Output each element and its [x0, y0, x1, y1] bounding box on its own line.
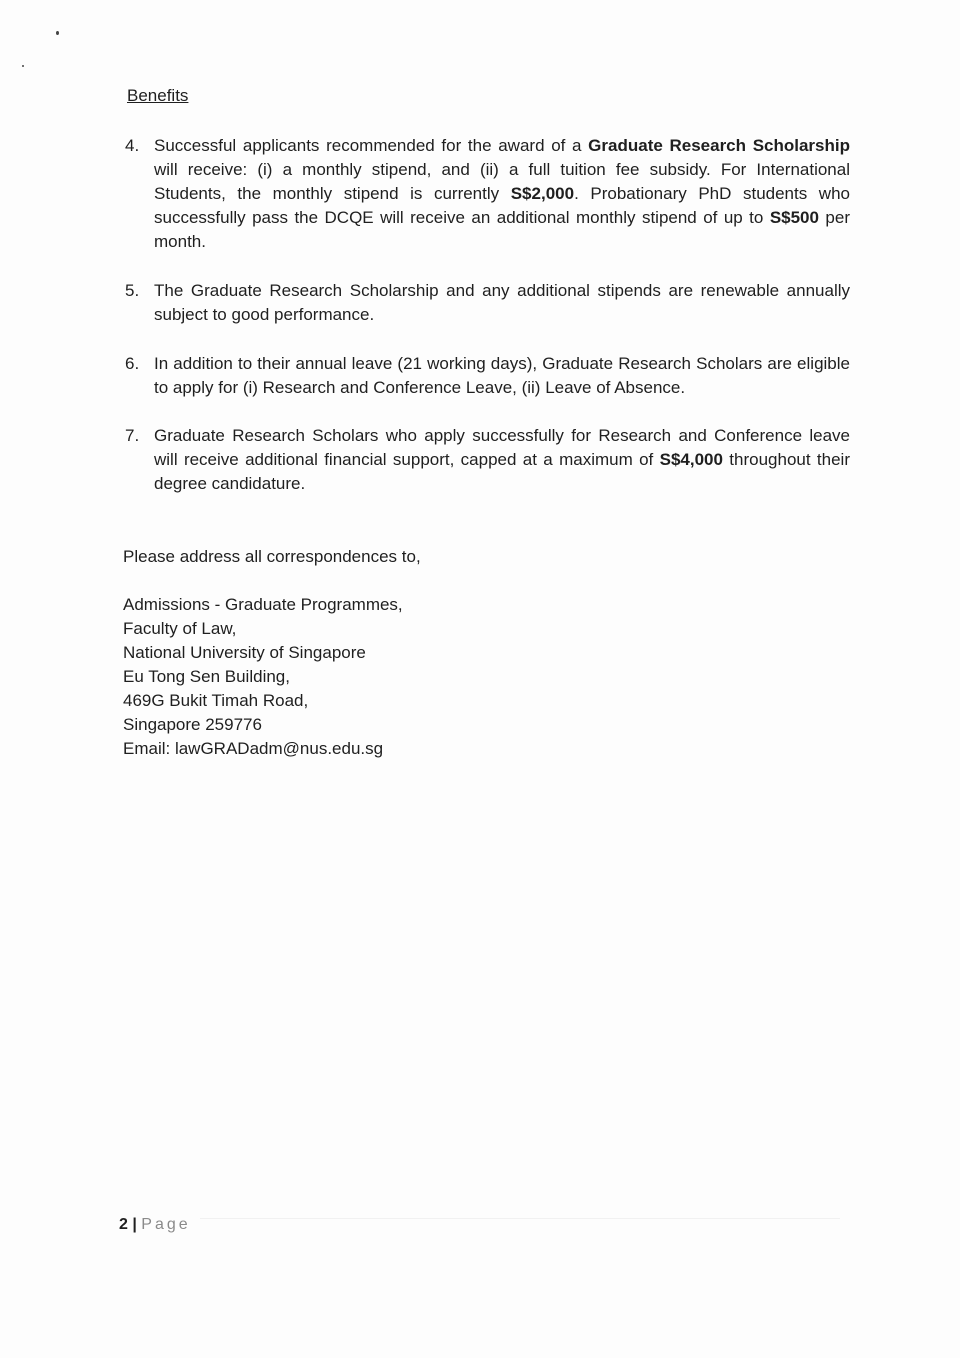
- footer-rule: [200, 1218, 840, 1219]
- address-line: Eu Tong Sen Building,: [123, 667, 290, 686]
- bold-text: S$2,000: [510, 184, 575, 203]
- bold-text: S$4,000: [659, 450, 723, 469]
- page-label: Page: [141, 1216, 191, 1233]
- item-text: [154, 134, 850, 254]
- text-segment: . Probationary PhD students who successfully pass the DCQE will receive an additional monthly stipend of up to: [154, 184, 850, 227]
- item-number: 4.: [125, 136, 140, 155]
- text-segment: per month.: [154, 208, 851, 251]
- item-text: [154, 352, 850, 400]
- scan-speck: [22, 65, 24, 67]
- item-text: [154, 424, 850, 496]
- text-segment: will receive: (i) a monthly stipend, and (ii) a full tuition fee subsidy. For International Students, the monthly stipend is currently: [154, 160, 850, 203]
- item-number: 6.: [125, 354, 140, 373]
- page-number: 2: [119, 1216, 128, 1233]
- address-line: National University of Singapore: [123, 643, 366, 662]
- email-line: Email: lawGRADadm@nus.edu.sg: [123, 739, 384, 758]
- text-segment: In addition to their annual leave (21 working days), Graduate Research Scholars are eligible to apply for (i) Research and Conference Leave, (ii) Leave of Absence.: [154, 354, 850, 397]
- address-line: Admissions - Graduate Programmes,: [123, 595, 403, 614]
- section-heading: Benefits: [127, 86, 189, 105]
- list-item-5: [125, 279, 850, 327]
- correspondence-intro: Please address all correspondences to,: [123, 547, 421, 566]
- item-number: 5.: [125, 281, 140, 300]
- list-item-7: [125, 424, 850, 496]
- bold-text: Graduate Research Scholarship: [588, 136, 850, 155]
- footer-separator: |: [132, 1216, 137, 1233]
- item-number: 7.: [125, 426, 140, 445]
- text-segment: The Graduate Research Scholarship and any additional stipends are renewable annually subject to good performance.: [154, 281, 850, 324]
- address-line: Faculty of Law,: [123, 619, 237, 638]
- address-line: Singapore 259776: [123, 715, 262, 734]
- list-item-6: [125, 352, 850, 400]
- text-segment: Successful applicants recommended for the award of a: [154, 136, 589, 155]
- bold-text: S$500: [769, 208, 819, 227]
- scan-speck: [56, 31, 59, 35]
- text-segment: Graduate Research Scholars who apply successfully for Research and Conference leave will receive additional financial support, capped at a maximum of: [154, 426, 850, 469]
- item-text: [154, 279, 850, 327]
- address-block: [123, 593, 403, 761]
- list-item-4: [125, 134, 850, 254]
- text-segment: throughout their degree candidature.: [154, 450, 850, 493]
- address-line: 469G Bukit Timah Road,: [123, 691, 309, 710]
- page-footer: [119, 1216, 191, 1234]
